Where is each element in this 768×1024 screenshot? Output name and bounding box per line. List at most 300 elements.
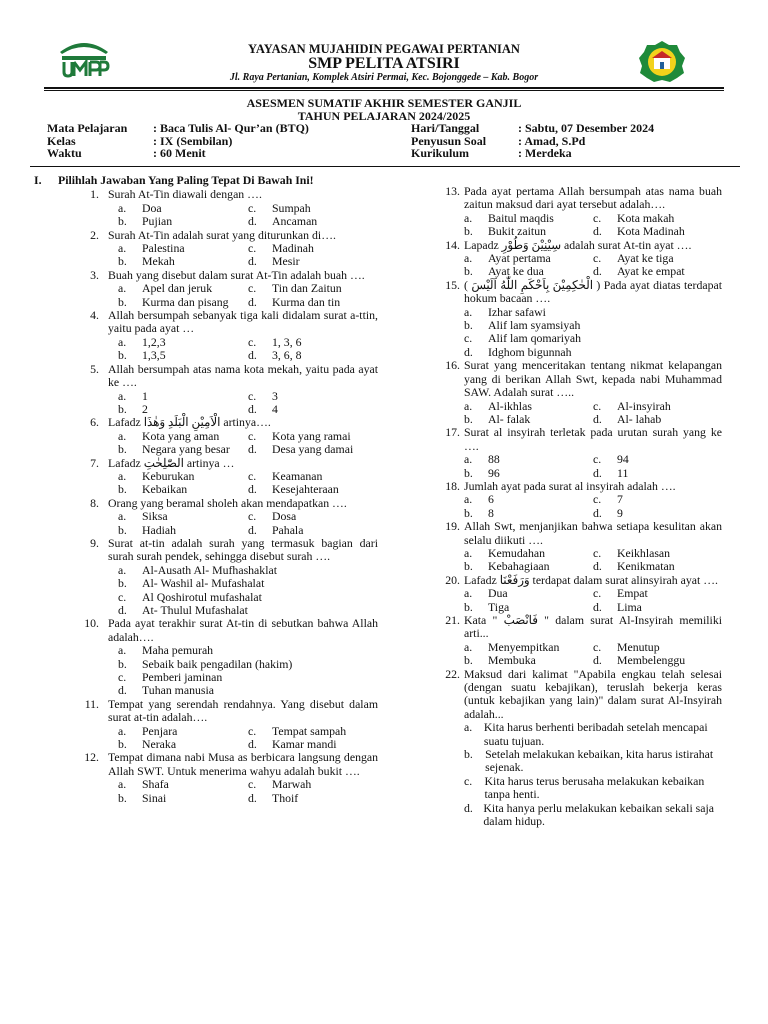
question-item bbox=[440, 668, 722, 829]
question-text: Maksud dari kalimat "Apabila engkau telah selesai (dengan suatu kebajikan), teruslah bekerja keras (untuk kebajikan yang lain)" dalam surat Al-Insyirah adalah... bbox=[464, 666, 722, 721]
answer-option bbox=[248, 215, 378, 228]
answer-option bbox=[464, 467, 593, 480]
question-row bbox=[440, 279, 722, 306]
exam-title-line1: ASESMEN SUMATIF AKHIR SEMESTER GANJIL bbox=[246, 96, 522, 110]
question-text: Jumlah ayat pada surat al insyirah adalah …. bbox=[464, 478, 676, 493]
option-letter: a. bbox=[464, 210, 473, 225]
option-text: Al- falak bbox=[488, 411, 531, 426]
question-row bbox=[440, 614, 722, 641]
section-title bbox=[34, 174, 378, 187]
info-row bbox=[47, 147, 309, 160]
option-letter: c. bbox=[593, 586, 602, 601]
option-text: Kota makah bbox=[617, 210, 675, 225]
option-letter: d. bbox=[248, 214, 257, 229]
answer-option bbox=[464, 400, 593, 413]
question-text: Tempat yang serendah rendahnya. Yang disebut dalam surat at-tin adalah…. bbox=[108, 696, 378, 725]
option-text: 1,2,3 bbox=[142, 334, 166, 349]
question-row bbox=[34, 416, 378, 429]
info-value: : Baca Tulis Al- Qur’an (BTQ) bbox=[153, 121, 309, 135]
option-text: Alif lam qomariyah bbox=[488, 331, 582, 346]
option-letter: c. bbox=[593, 452, 602, 467]
question-item bbox=[440, 185, 722, 239]
option-text: Bukit zaitun bbox=[488, 224, 546, 239]
option-text: 6 bbox=[488, 492, 494, 507]
questions-column-right bbox=[440, 185, 722, 829]
option-text: Dosa bbox=[272, 509, 297, 524]
question-row bbox=[34, 269, 378, 282]
option-text: 9 bbox=[617, 505, 623, 520]
answer-option bbox=[118, 577, 378, 590]
option-letter: c. bbox=[248, 388, 257, 403]
option-letter: b. bbox=[464, 747, 473, 762]
answer-option bbox=[464, 319, 722, 332]
answer-option bbox=[118, 644, 378, 657]
option-text: Ayat pertama bbox=[488, 251, 551, 266]
answer-options bbox=[34, 282, 378, 309]
question-text: Orang yang beramal sholeh akan mendapatkan …. bbox=[108, 495, 347, 510]
option-text: At- Thulul Mufashalat bbox=[142, 603, 248, 617]
answer-option bbox=[248, 470, 378, 483]
answer-option bbox=[118, 430, 248, 443]
section-instruction: Pilihlah Jawaban Yang Paling Tepat Di Bawah Ini! bbox=[58, 173, 314, 187]
question-item bbox=[440, 359, 722, 426]
question-item bbox=[34, 497, 378, 537]
option-letter: d. bbox=[248, 401, 257, 416]
question-item bbox=[34, 188, 378, 228]
option-text: 1,3,5 bbox=[142, 348, 166, 363]
option-text: 3, 6, 8 bbox=[272, 348, 302, 363]
question-item bbox=[440, 574, 722, 614]
option-text: Kenikmatan bbox=[617, 559, 675, 574]
answer-option bbox=[248, 778, 378, 791]
question-item bbox=[34, 457, 378, 497]
answer-options bbox=[440, 400, 722, 427]
answer-option bbox=[593, 212, 722, 225]
option-text: Siksa bbox=[142, 509, 168, 524]
answer-option bbox=[118, 336, 248, 349]
option-letter: c. bbox=[248, 281, 257, 296]
option-letter: c. bbox=[118, 589, 127, 604]
question-item bbox=[34, 309, 378, 363]
section-number: I. bbox=[34, 173, 42, 187]
question-item bbox=[34, 698, 378, 752]
info-label: Penyusun Soal bbox=[411, 133, 487, 148]
option-letter: b. bbox=[464, 505, 473, 520]
question-number: 20. bbox=[445, 572, 460, 587]
option-text: Ayat ke tiga bbox=[617, 251, 674, 266]
answer-option bbox=[248, 255, 378, 268]
question-number: 7. bbox=[90, 455, 99, 470]
option-text: Menyempitkan bbox=[488, 639, 560, 654]
answer-option bbox=[464, 507, 593, 520]
option-letter: b. bbox=[464, 559, 473, 574]
header-divider-thin bbox=[44, 90, 724, 91]
question-number: 8. bbox=[90, 495, 99, 510]
option-letter: b. bbox=[118, 401, 127, 416]
question-number: 4. bbox=[90, 308, 99, 323]
answer-option bbox=[118, 510, 248, 523]
question-text: Surat yang menceritakan tentang nikmat kelapangan yang di berikan Allah Swt, kepada nabi Muhammad SAW. Adalah surat ….. bbox=[464, 358, 722, 400]
answer-option bbox=[464, 252, 593, 265]
info-label: Mata Pelajaran bbox=[47, 121, 128, 135]
option-letter: c. bbox=[248, 468, 257, 483]
option-text: Kota Madinah bbox=[617, 224, 685, 239]
option-text: Alif lam syamsiyah bbox=[488, 318, 581, 333]
smp-pelita-atsiri-logo bbox=[638, 40, 686, 84]
questions-column-left bbox=[34, 174, 378, 805]
answer-option bbox=[248, 202, 378, 215]
answer-option bbox=[118, 684, 378, 697]
option-letter: d. bbox=[593, 599, 602, 614]
option-text: Al-ikhlas bbox=[488, 398, 532, 413]
answer-option bbox=[248, 390, 378, 403]
answer-option bbox=[593, 265, 722, 278]
question-number: 16. bbox=[445, 358, 460, 373]
answer-options bbox=[440, 641, 722, 668]
option-letter: a. bbox=[464, 720, 473, 735]
question-number: 13. bbox=[445, 184, 460, 198]
question-row bbox=[440, 185, 722, 212]
question-number: 22. bbox=[445, 666, 460, 681]
answer-option bbox=[464, 802, 722, 829]
answer-option bbox=[464, 346, 722, 359]
option-text: Al-Ausath Al- Mufhashaklat bbox=[142, 562, 277, 577]
question-item bbox=[34, 416, 378, 456]
answer-option bbox=[118, 296, 248, 309]
option-letter: d. bbox=[248, 254, 257, 269]
question-row bbox=[440, 239, 722, 252]
option-text: Ayat ke empat bbox=[617, 264, 685, 279]
option-text: Shafa bbox=[142, 777, 169, 792]
info-label: Hari/Tanggal bbox=[411, 121, 480, 135]
option-letter: d. bbox=[118, 603, 127, 617]
option-letter: d. bbox=[593, 465, 602, 480]
option-letter: d. bbox=[593, 411, 602, 426]
answer-option bbox=[118, 738, 248, 751]
option-text: Al- Washil al- Mufashalat bbox=[142, 576, 265, 591]
option-letter: b. bbox=[118, 482, 127, 497]
option-text: Mekah bbox=[142, 254, 175, 269]
answer-option bbox=[593, 601, 722, 614]
option-text: 4 bbox=[272, 401, 278, 416]
answer-options bbox=[34, 470, 378, 497]
option-text: Sumpah bbox=[272, 200, 311, 215]
question-number: 21. bbox=[445, 613, 460, 627]
option-text: 1 bbox=[142, 388, 148, 403]
option-letter: a. bbox=[118, 562, 127, 577]
option-letter: d. bbox=[248, 294, 257, 309]
option-text: Kota yang aman bbox=[142, 428, 220, 443]
option-letter: b. bbox=[464, 599, 473, 614]
option-letter: c. bbox=[593, 398, 602, 413]
letterhead bbox=[0, 0, 768, 92]
question-item bbox=[440, 239, 722, 279]
option-letter: a. bbox=[464, 452, 473, 467]
info-value: : IX (Sembilan) bbox=[153, 133, 233, 148]
answer-option bbox=[593, 225, 722, 238]
question-text: Allah Swt, menjanjikan bahwa setiapa kesulitan akan selalu diikuti …. bbox=[464, 519, 722, 547]
option-letter: a. bbox=[118, 643, 127, 658]
option-letter: d. bbox=[248, 522, 257, 537]
question-item bbox=[440, 279, 722, 359]
option-letter: b. bbox=[464, 411, 473, 426]
question-text: ( الْحٰكِمِيْنَ بِاَحْكَمِ اللّٰهُ اَلَيْسَ ) Pada ayat diatas terdapat hokum bacaan …. bbox=[464, 277, 722, 306]
question-row bbox=[440, 480, 722, 493]
answer-options bbox=[440, 252, 722, 279]
answer-option bbox=[464, 654, 593, 667]
option-letter: a. bbox=[464, 586, 473, 601]
question-text: Surat al insyirah terletak pada urutan surah yang ke …. bbox=[464, 425, 722, 453]
question-number: 5. bbox=[90, 361, 99, 376]
option-letter: a. bbox=[118, 200, 127, 215]
question-text: Lapadz سِيْنِيْنَ وَطُوْرِ adalah surat At-tin ayat …. bbox=[464, 237, 692, 252]
answer-option bbox=[118, 671, 378, 684]
option-text: Mesir bbox=[272, 254, 300, 269]
question-number: 9. bbox=[90, 535, 99, 550]
question-number: 1. bbox=[90, 187, 99, 202]
option-text: 3 bbox=[272, 388, 278, 403]
option-letter: b. bbox=[464, 318, 473, 333]
option-text: Kita harus terus berusaha melakukan kebaikan tanpa henti. bbox=[484, 773, 705, 802]
question-number: 17. bbox=[445, 425, 460, 440]
question-number: 10. bbox=[84, 616, 99, 631]
question-row bbox=[34, 188, 378, 201]
exam-info-right bbox=[411, 122, 654, 160]
question-item bbox=[34, 269, 378, 309]
option-letter: b. bbox=[464, 224, 473, 239]
info-label: Kelas bbox=[47, 133, 76, 148]
info-value: : Sabtu, 07 Desember 2024 bbox=[518, 121, 655, 135]
question-item bbox=[440, 520, 722, 574]
answer-option bbox=[248, 349, 378, 362]
answer-option bbox=[464, 641, 593, 654]
option-letter: d. bbox=[464, 344, 473, 359]
option-text: 7 bbox=[617, 492, 623, 507]
answer-option bbox=[464, 601, 593, 614]
option-text: Al-insyirah bbox=[617, 398, 671, 413]
question-text: Pada ayat terakhir surat At-tin di sebutkan bahwa Allah adalah…. bbox=[108, 616, 378, 644]
option-text: Al- lahab bbox=[617, 411, 662, 426]
info-label: Waktu bbox=[47, 146, 82, 160]
answer-option bbox=[464, 453, 593, 466]
option-letter: b. bbox=[464, 653, 473, 668]
question-row bbox=[440, 574, 722, 587]
answer-option bbox=[464, 212, 593, 225]
answer-option bbox=[593, 547, 722, 560]
option-letter: c. bbox=[593, 545, 602, 560]
answer-options bbox=[440, 721, 722, 828]
answer-option bbox=[118, 470, 248, 483]
foundation-name: YAYASAN MUJAHIDIN PEGAWAI PERTANIAN bbox=[248, 42, 520, 56]
option-letter: c. bbox=[464, 331, 473, 346]
answer-option bbox=[118, 202, 248, 215]
answer-option bbox=[464, 775, 722, 802]
question-number: 18. bbox=[445, 478, 460, 493]
option-letter: d. bbox=[248, 790, 257, 805]
school-address: Jl. Raya Pertanian, Komplek Atsiri Permai, Kec. Bojonggede – Kab. Bogor bbox=[229, 72, 539, 83]
option-letter: c. bbox=[248, 509, 257, 524]
option-text: Izhar safawi bbox=[488, 304, 546, 319]
answer-option bbox=[464, 547, 593, 560]
answer-option bbox=[593, 467, 722, 480]
answer-option bbox=[248, 483, 378, 496]
question-text: Lafadz الْاَمِيْنِ الْبَلَدِ وَهٰذَا artinya…. bbox=[108, 415, 271, 430]
answer-options bbox=[440, 212, 722, 239]
exam-title-line2: TAHUN PELAJARAN 2024/2025 bbox=[297, 109, 471, 123]
answer-option bbox=[248, 443, 378, 456]
option-letter: c. bbox=[248, 777, 257, 792]
question-number: 12. bbox=[84, 750, 99, 765]
answer-option bbox=[118, 349, 248, 362]
answer-option bbox=[118, 390, 248, 403]
option-letter: b. bbox=[118, 737, 127, 752]
answer-options bbox=[34, 725, 378, 752]
option-letter: d. bbox=[593, 264, 602, 279]
option-text: Keamanan bbox=[272, 468, 323, 483]
answer-option bbox=[118, 591, 378, 604]
answer-option bbox=[593, 413, 722, 426]
option-text: Apel dan jeruk bbox=[142, 281, 213, 296]
option-text: Hadiah bbox=[142, 522, 177, 537]
question-text: Lafadz الصّٰلِحٰتِ artinya … bbox=[108, 455, 235, 470]
option-letter: d. bbox=[248, 737, 257, 752]
answer-option bbox=[593, 654, 722, 667]
option-text: Negara yang besar bbox=[142, 442, 230, 457]
option-text: Kebaikan bbox=[142, 482, 188, 497]
option-text: 88 bbox=[488, 452, 500, 467]
option-text: 2 bbox=[142, 401, 148, 416]
option-letter: b. bbox=[118, 214, 127, 229]
option-text: 96 bbox=[488, 465, 500, 480]
option-letter: a. bbox=[118, 723, 127, 738]
option-letter: b. bbox=[464, 264, 473, 279]
option-letter: b. bbox=[118, 348, 127, 363]
question-number: 19. bbox=[445, 519, 460, 534]
question-text: Surat at-tin adalah surah yang termasuk bagian dari surah surah pendek, sehingga disebut surah …. bbox=[108, 535, 378, 564]
info-label: Kurikulum bbox=[411, 146, 470, 160]
option-letter: d. bbox=[248, 442, 257, 457]
option-letter: b. bbox=[118, 442, 127, 457]
answer-option bbox=[248, 524, 378, 537]
option-text: Kemudahan bbox=[488, 545, 545, 560]
answer-option bbox=[248, 510, 378, 523]
option-letter: b. bbox=[118, 576, 127, 591]
option-text: 1, 3, 6 bbox=[272, 334, 302, 349]
answer-options bbox=[34, 390, 378, 417]
option-text: Penjara bbox=[142, 723, 178, 738]
answer-option bbox=[464, 306, 722, 319]
option-text: Kurma dan pisang bbox=[142, 294, 229, 309]
answer-option bbox=[118, 215, 248, 228]
info-value: : 60 Menit bbox=[153, 146, 206, 160]
answer-option bbox=[118, 604, 378, 617]
option-text: Maha pemurah bbox=[142, 643, 214, 658]
answer-option bbox=[464, 265, 593, 278]
question-number: 3. bbox=[90, 267, 99, 282]
option-text: Membuka bbox=[488, 653, 536, 668]
option-text: Ancaman bbox=[272, 214, 318, 229]
option-letter: c. bbox=[248, 334, 257, 349]
question-text: Surah At-Tin adalah surat yang diturunkan di…. bbox=[108, 227, 336, 242]
answer-option bbox=[593, 560, 722, 573]
answer-option bbox=[248, 336, 378, 349]
option-letter: a. bbox=[118, 388, 127, 403]
option-text: Thoif bbox=[272, 790, 299, 805]
option-text: Menutup bbox=[617, 639, 660, 654]
question-row bbox=[440, 668, 722, 722]
question-item bbox=[34, 537, 378, 617]
header-divider bbox=[44, 87, 724, 89]
question-row bbox=[34, 363, 378, 390]
question-item bbox=[34, 229, 378, 269]
option-text: Lima bbox=[617, 599, 642, 614]
answer-option bbox=[248, 430, 378, 443]
option-letter: a. bbox=[464, 639, 473, 654]
option-letter: b. bbox=[118, 790, 127, 805]
answer-option bbox=[593, 507, 722, 520]
answer-option bbox=[118, 792, 248, 805]
answer-option bbox=[464, 493, 593, 506]
option-text: Kita harus berhenti beribadah setelah mencapai suatu tujuan. bbox=[483, 720, 708, 748]
option-text: 11 bbox=[617, 465, 629, 480]
answer-option bbox=[464, 332, 722, 345]
question-number: 6. bbox=[90, 415, 99, 430]
option-letter: b. bbox=[118, 294, 127, 309]
option-letter: c. bbox=[248, 241, 257, 256]
answer-option bbox=[593, 400, 722, 413]
question-item bbox=[34, 751, 378, 805]
option-text: Keikhlasan bbox=[617, 545, 671, 560]
answer-option bbox=[118, 282, 248, 295]
option-text: Setelah melakukan kebaikan, kita harus istirahat sejenak. bbox=[485, 747, 714, 775]
option-text: Baitul maqdis bbox=[488, 210, 554, 225]
answer-options bbox=[440, 453, 722, 480]
option-letter: c. bbox=[593, 639, 602, 654]
question-number: 2. bbox=[90, 227, 99, 242]
answer-options bbox=[34, 644, 378, 698]
option-text: Al Qoshirotul mufashalat bbox=[142, 589, 262, 604]
question-text: Buah yang disebut dalam surat At-Tin adalah buah …. bbox=[108, 267, 365, 282]
option-text: Marwah bbox=[272, 777, 312, 792]
option-text: Sebaik baik pengadilan (hakim) bbox=[142, 656, 293, 671]
answer-option bbox=[248, 725, 378, 738]
answer-option bbox=[248, 242, 378, 255]
option-letter: c. bbox=[248, 428, 257, 443]
question-row bbox=[34, 309, 378, 336]
answer-options bbox=[440, 547, 722, 574]
answer-options bbox=[34, 202, 378, 229]
question-text: Pada ayat pertama Allah bersumpah atas nama buah zaitun maksud dari ayat tersebut adalah…. bbox=[464, 184, 722, 212]
option-text: Madinah bbox=[272, 241, 314, 256]
option-letter: a. bbox=[464, 545, 473, 560]
option-text: Kamar mandi bbox=[272, 737, 337, 752]
answer-options bbox=[34, 336, 378, 363]
answer-option bbox=[593, 453, 722, 466]
option-letter: a. bbox=[118, 777, 127, 792]
option-letter: b. bbox=[118, 656, 127, 671]
answer-options bbox=[34, 564, 378, 618]
question-text: Allah bersumpah atas nama kota mekah, yaitu pada ayat ke …. bbox=[108, 361, 378, 390]
option-letter: d. bbox=[593, 559, 602, 574]
question-text: Lafadz وَرَفَعْنَا terdapat dalam surat alinsyirah ayat …. bbox=[464, 572, 718, 587]
option-letter: c. bbox=[118, 670, 127, 685]
school-name: SMP PELITA ATSIRI bbox=[308, 55, 460, 72]
answer-option bbox=[248, 792, 378, 805]
option-text: Desa yang damai bbox=[272, 442, 354, 457]
answer-option bbox=[248, 296, 378, 309]
question-row bbox=[34, 229, 378, 242]
option-text: Tiga bbox=[488, 599, 510, 614]
